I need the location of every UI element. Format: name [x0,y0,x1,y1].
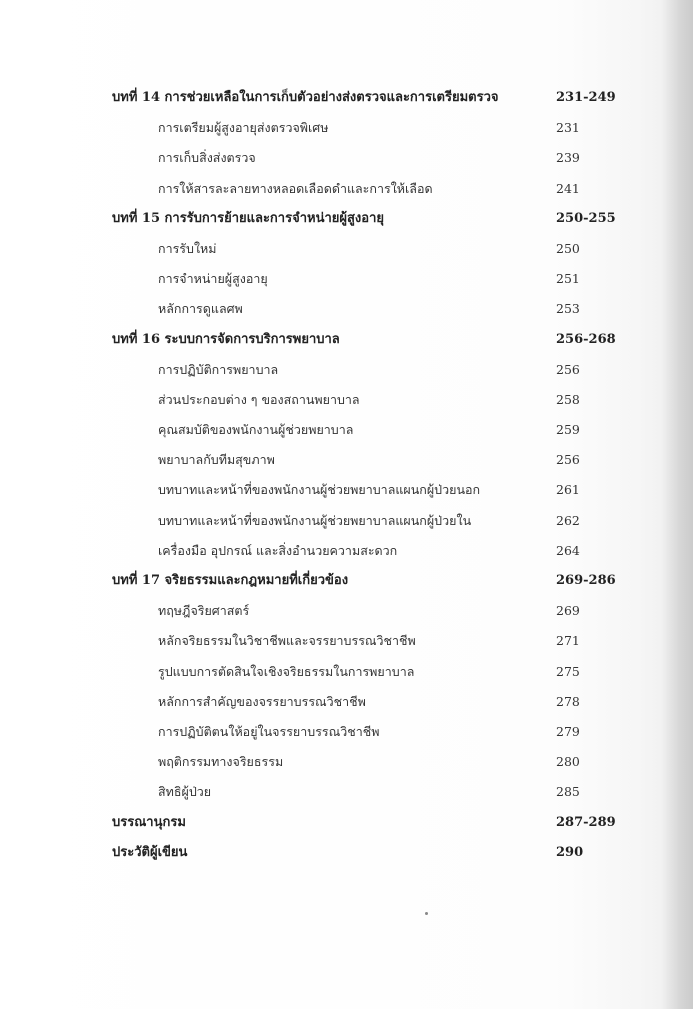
page-number: 239 [556,150,580,166]
section-title: การเก็บสิ่งส่งตรวจ [158,150,256,166]
toc-section-row [0,747,693,777]
chapter-title: บทที่ 15 การรับการย้ายและการจำหน่ายผู้สูงอายุ [112,210,385,226]
toc-section-row [0,596,693,626]
page-number: 269-286 [556,573,616,588]
chapter-title: บรรณานุกรม [112,814,186,830]
toc-section-row [0,506,693,536]
section-title: การจำหน่ายผู้สูงอายุ [158,271,268,287]
toc-chapter-row [0,204,693,234]
section-title: การเตรียมผู้สูงอายุส่งตรวจพิเศษ [158,120,329,136]
toc-section-row [0,445,693,475]
toc-section-row [0,143,693,173]
section-title: บทบาทและหน้าที่ของพนักงานผู้ช่วยพยาบาลแผนกผู้ป่วยนอก [158,482,481,498]
scan-speck [425,912,428,915]
page-number: 256-268 [556,331,616,347]
page-number: 253 [556,301,580,317]
section-title: หลักการสำคัญของจรรยาบรรณวิชาชีพ [158,693,366,709]
section-title: พฤติกรรมทางจริยธรรม [158,754,284,770]
page-number: 258 [556,391,580,407]
page-number: 280 [556,754,580,770]
page-number: 264 [556,542,580,558]
chapter-title: บทที่ 16 ระบบการจัดการบริการพยาบาล [112,331,340,347]
section-title: สิทธิผู้ป่วย [158,784,212,800]
section-title: การปฏิบัติการพยาบาล [158,361,279,377]
toc-section-row [0,234,693,264]
section-title: หลักการดูแลศพ [158,301,243,317]
page-number: 241 [556,180,580,196]
page-number: 250-255 [556,210,616,226]
chapter-title: บทที่ 17 จริยธรรมและกฎหมายที่เกี่ยวข้อง [112,573,349,588]
page-number: 269 [556,603,580,619]
toc-section-row [0,385,693,415]
toc-section-row [0,355,693,385]
toc-section-row [0,264,693,294]
section-title: เครื่องมือ อุปกรณ์ และสิ่งอำนวยความสะดวก [158,542,398,558]
section-title: คุณสมบัติของพนักงานผู้ช่วยพยาบาล [158,422,354,438]
page-number: 278 [556,693,580,709]
toc-chapter-row [0,325,693,355]
chapter-title: ประวัติผู้เขียน [112,844,188,860]
section-title: การรับใหม่ [158,240,217,256]
section-title: การให้สารละลายทางหลอดเลือดดำและการให้เลือด [158,180,433,196]
section-title: รูปแบบการตัดสินใจเชิงจริยธรรมในการพยาบาล [158,663,415,679]
toc-chapter-row [0,566,693,596]
page-number: 275 [556,663,580,679]
page-number: 271 [556,633,580,649]
section-title: ทฤษฎีจริยศาสตร์ [158,603,250,619]
page-number: 256 [556,361,580,377]
toc-section-row [0,536,693,566]
section-title: บทบาทและหน้าที่ของพนักงานผู้ช่วยพยาบาลแผนกผู้ป่วยใน [158,512,472,528]
page-number: 287-289 [556,814,616,830]
toc-chapter-row [0,838,693,868]
section-title: ส่วนประกอบต่าง ๆ ของสถานพยาบาล [158,391,360,407]
section-title: การปฏิบัติตนให้อยู่ในจรรยาบรรณวิชาชีพ [158,723,380,739]
page-number: 290 [556,844,584,860]
toc-section-row [0,777,693,807]
page-number: 285 [556,784,580,800]
page-number: 259 [556,422,580,438]
toc-section-row [0,113,693,143]
page-number: 279 [556,723,580,739]
toc-section-row [0,294,693,324]
toc-chapter-row [0,808,693,838]
chapter-title: บทที่ 14 การช่วยเหลือในการเก็บตัวอย่างส่งตรวจและการเตรียมตรวจ [112,90,499,105]
toc-section-row [0,626,693,656]
section-title: หลักจริยธรรมในวิชาชีพและจรรยาบรรณวิชาชีพ [158,633,416,649]
page-number: 261 [556,482,580,498]
toc-chapter-row [0,83,693,113]
section-title: พยาบาลกับทีมสุขภาพ [158,452,275,468]
page-number: 231 [556,120,580,136]
table-of-contents [0,83,693,868]
toc-section-row [0,657,693,687]
toc-section-row [0,475,693,505]
page-number: 231-249 [556,90,616,105]
toc-section-row [0,174,693,204]
page-number: 262 [556,512,580,528]
page-number: 251 [556,271,580,287]
toc-section-row [0,717,693,747]
toc-section-row [0,415,693,445]
page-number: 250 [556,240,580,256]
page-number: 256 [556,452,580,468]
toc-section-row [0,687,693,717]
